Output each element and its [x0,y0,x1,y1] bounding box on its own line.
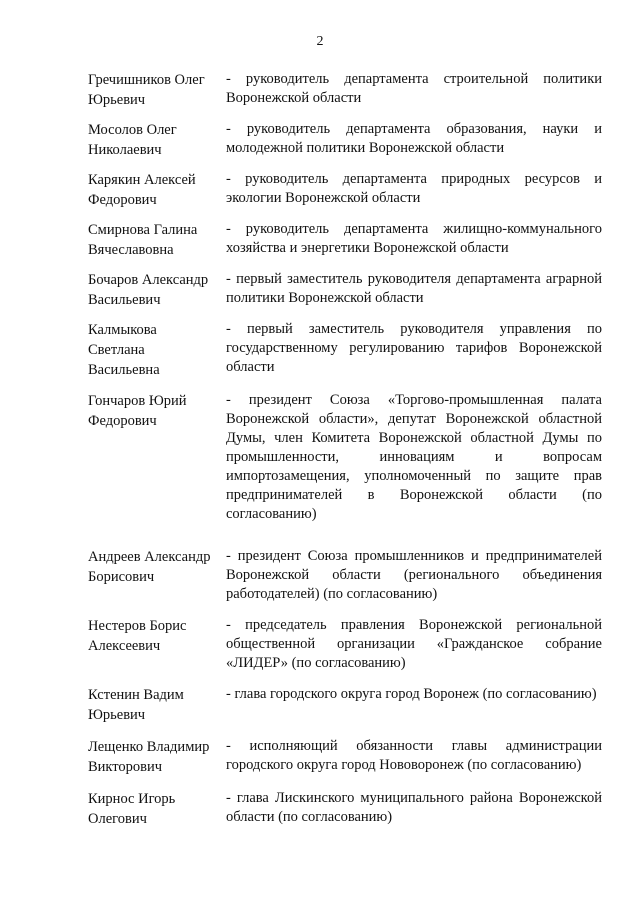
member-description: - президент Союза «Торгово-промышленная палата Воронежской области», депутат Воронежской областной Думы, член Комитета Воронежской областной Думы по промышленности, инновациям и вопросам импортозамещения, уполномоченный по защите прав предпринимателей в Воронежской области (по согласованию) [226,392,602,522]
member-description: - руководитель департамента жилищно-коммунального хозяйства и энергетики Воронежской области [226,221,602,256]
list-item [88,391,602,524]
member-description: - глава Лискинского муниципального района Воронежской области (по согласованию) [226,790,602,825]
member-name: Бочаров Александр Васильевич [88,272,209,308]
list-item [88,170,602,210]
member-name: Гончаров Юрий Федорович [88,393,187,429]
member-description: - глава городского округа город Воронеж (по согласованию) [226,686,597,702]
member-name: Мосолов Олег Николаевич [88,122,177,158]
member-description: - руководитель департамента природных ресурсов и экологии Воронежской области [226,171,602,206]
member-description: - руководитель департамента строительной политики Воронежской области [226,71,602,106]
member-description: - исполняющий обязанности главы администрации городского округа город Нововоронеж (по согласованию) [226,738,602,773]
member-name: Кстенин Вадим Юрьевич [88,687,184,723]
list-item [88,737,602,777]
member-description: - президент Союза промышленников и предпринимателей Воронежской области (регионального объединения работодателей) (по согласованию) [226,548,602,602]
member-name: Нестеров Борис Алексеевич [88,618,187,654]
list-item [88,120,602,160]
members-list [88,70,602,829]
member-name: Смирнова Галина Вячеславовна [88,222,198,258]
member-description: - руководитель департамента образования, науки и молодежной политики Воронежской области [226,121,602,156]
member-name: Карякин Алексей Федорович [88,172,196,208]
member-description: - первый заместитель руководителя департамента аграрной политики Воронежской области [226,271,602,306]
member-name: Кирнос Игорь Олегович [88,791,176,827]
list-item [88,320,602,380]
list-item [88,789,602,829]
member-name: Андреев Александр Борисович [88,549,211,585]
member-name: Лещенко Владимир Викторович [88,739,210,775]
page-number: 2 [316,34,324,49]
list-item [88,616,602,673]
list-item [88,270,602,310]
member-name: Гречишников Олег Юрьевич [88,72,205,108]
member-description: - первый заместитель руководителя управления по государственному регулированию тарифов Воронежской области [226,321,602,375]
member-name: Калмыкова Светлана Васильевна [88,322,160,378]
list-item [88,220,602,260]
list-item [88,685,602,725]
member-description: - председатель правления Воронежской региональной общественной организации «Гражданское собрание «ЛИДЕР» (по согласованию) [226,617,602,671]
list-item [88,70,602,110]
list-item [88,547,602,604]
